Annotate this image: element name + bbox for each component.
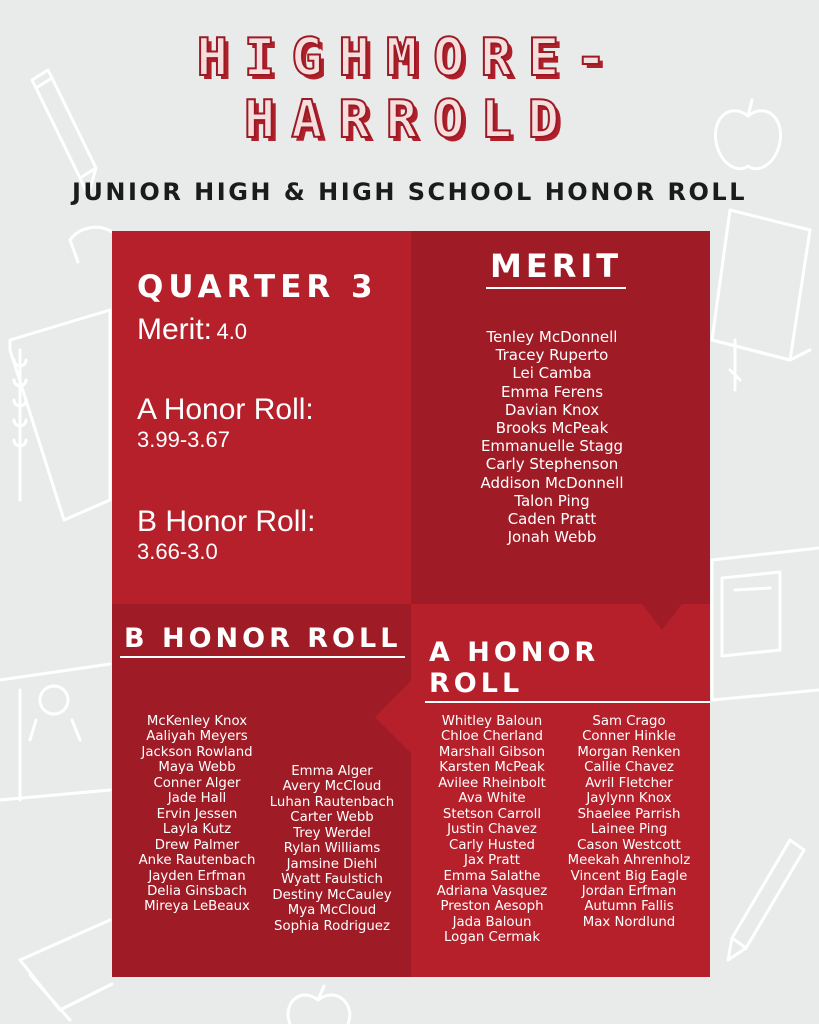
open-book-icon xyxy=(712,210,810,390)
pencil-bottom-icon xyxy=(728,840,804,960)
student-name: Stetson Carroll xyxy=(442,806,542,822)
student-name: Whitley Baloun xyxy=(441,714,543,729)
a-criteria-value: 3.99-3.67 xyxy=(137,427,230,452)
school-title-line1: HIGHMORE- xyxy=(196,28,623,88)
student-name: Jax Pratt xyxy=(464,853,520,869)
pencil-top-icon xyxy=(70,227,112,262)
student-name: Addison McDonnell xyxy=(480,473,624,492)
student-name: Luhan Rautenbach xyxy=(269,794,395,810)
student-name: Jackson Rowland xyxy=(141,744,253,760)
student-name: Morgan Renken xyxy=(577,744,681,760)
merit-names-list xyxy=(411,328,693,546)
student-name: Adriana Vasquez xyxy=(436,883,548,899)
student-name: Conner Hinkle xyxy=(582,729,676,745)
a-honor-roll-column-1 xyxy=(425,714,559,946)
merit-criteria xyxy=(137,313,247,347)
student-name: Jade Hall xyxy=(167,791,227,807)
speech-notch xyxy=(642,604,682,630)
quarter-heading: QUARTER 3 xyxy=(137,269,378,305)
a-honor-roll-heading: A HONOR ROLL xyxy=(425,637,710,703)
student-name: Callie Chavez xyxy=(584,760,674,776)
merit-criteria-label: Merit: xyxy=(137,313,212,346)
honor-roll-board xyxy=(112,231,710,977)
student-name: Mya McCloud xyxy=(287,903,377,919)
notebook-icon xyxy=(10,310,110,520)
student-name: Tenley McDonnell xyxy=(486,328,618,346)
student-name: Caden Pratt xyxy=(507,510,597,529)
a-honor-roll-criteria xyxy=(137,393,314,453)
page-subtitle: JUNIOR HIGH & HIGH SCHOOL HONOR ROLL xyxy=(72,178,747,206)
a-honor-roll-column-2 xyxy=(561,714,697,930)
student-name: Wyatt Faulstich xyxy=(281,872,383,888)
student-name: Preston Aesoph xyxy=(440,899,544,915)
student-name: Aaliyah Meyers xyxy=(146,729,248,745)
b-honor-roll-heading: B HONOR ROLL xyxy=(120,623,405,658)
student-name: Jamsine Diehl xyxy=(286,856,378,872)
student-name: Drew Palmer xyxy=(154,837,240,853)
student-name: Tracey Ruperto xyxy=(495,346,609,365)
student-name: Jaylynn Knox xyxy=(586,791,672,807)
student-name: Lainee Ping xyxy=(590,822,668,838)
school-title-line2: HARROLD xyxy=(243,90,576,150)
student-name: Avilee Rheinbolt xyxy=(438,775,546,791)
b-honor-roll-column-1 xyxy=(132,714,262,915)
student-name: Vincent Big Eagle xyxy=(570,868,688,884)
open-book-left-icon xyxy=(0,664,110,800)
student-name: Emmanuelle Stagg xyxy=(480,437,624,456)
student-name: Cason Westcott xyxy=(577,837,681,853)
b-criteria-value: 3.66-3.0 xyxy=(137,539,218,564)
student-name: Shaelee Parrish xyxy=(577,806,681,822)
student-name: Lei Camba xyxy=(512,364,592,383)
b-honor-roll-column-2 xyxy=(262,764,402,934)
student-name: Mireya LeBeaux xyxy=(144,899,250,915)
student-name: Trey Werdel xyxy=(293,825,371,841)
merit-heading: MERIT xyxy=(486,247,626,289)
student-name: Emma Ferens xyxy=(500,382,604,401)
student-name: Brooks McPeak xyxy=(495,419,609,438)
student-name: Max Nordlund xyxy=(582,914,676,930)
student-name: Jonah Webb xyxy=(507,528,597,547)
student-name: Marshall Gibson xyxy=(438,744,546,760)
student-name: Autumn Fallis xyxy=(584,899,674,915)
merit-criteria-value: 4.0 xyxy=(216,319,248,344)
student-name: Logan Cermak xyxy=(443,930,541,946)
student-name: Avril Fletcher xyxy=(585,775,673,791)
student-name: Emma Salathe xyxy=(443,868,541,884)
speech-notch xyxy=(375,681,411,753)
student-name: Carly Husted xyxy=(449,837,535,853)
student-name: Ervin Jessen xyxy=(156,806,238,822)
apple-bottom-icon xyxy=(288,986,350,1024)
student-name: Jayden Erfman xyxy=(148,868,246,884)
student-name: Conner Alger xyxy=(153,775,241,791)
a-criteria-label: A Honor Roll: xyxy=(137,393,314,426)
student-name: Chloe Cherland xyxy=(440,729,544,745)
student-name: Delia Ginsbach xyxy=(147,883,247,899)
student-name: Carter Webb xyxy=(290,810,374,826)
student-name: Talon Ping xyxy=(514,491,590,510)
student-name: Ava White xyxy=(458,791,526,807)
student-name: McKenley Knox xyxy=(146,714,248,729)
student-name: Sam Crago xyxy=(592,714,666,729)
book-bottom-left-icon xyxy=(20,920,112,1020)
student-name: Carly Stephenson xyxy=(485,455,619,474)
student-name: Maya Webb xyxy=(158,760,236,776)
student-name: Meekah Ahrenholz xyxy=(567,853,691,869)
student-name: Emma Alger xyxy=(291,764,373,779)
student-name: Davian Knox xyxy=(504,400,600,419)
student-name: Rylan Williams xyxy=(283,841,381,857)
student-name: Anke Rautenbach xyxy=(138,853,256,869)
student-name: Sophia Rodriguez xyxy=(274,918,390,934)
b-honor-roll-criteria xyxy=(137,505,315,565)
b-criteria-label: B Honor Roll: xyxy=(137,505,316,538)
spiral-notebook-icon xyxy=(712,548,819,700)
student-name: Karsten McPeak xyxy=(439,760,545,776)
student-name: Avery McCloud xyxy=(282,779,382,795)
student-name: Jordan Erfman xyxy=(581,883,677,899)
student-name: Jada Baloun xyxy=(452,914,532,930)
student-name: Justin Chavez xyxy=(447,822,537,838)
student-name: Layla Kutz xyxy=(162,822,232,838)
student-name: Destiny McCauley xyxy=(272,887,392,903)
